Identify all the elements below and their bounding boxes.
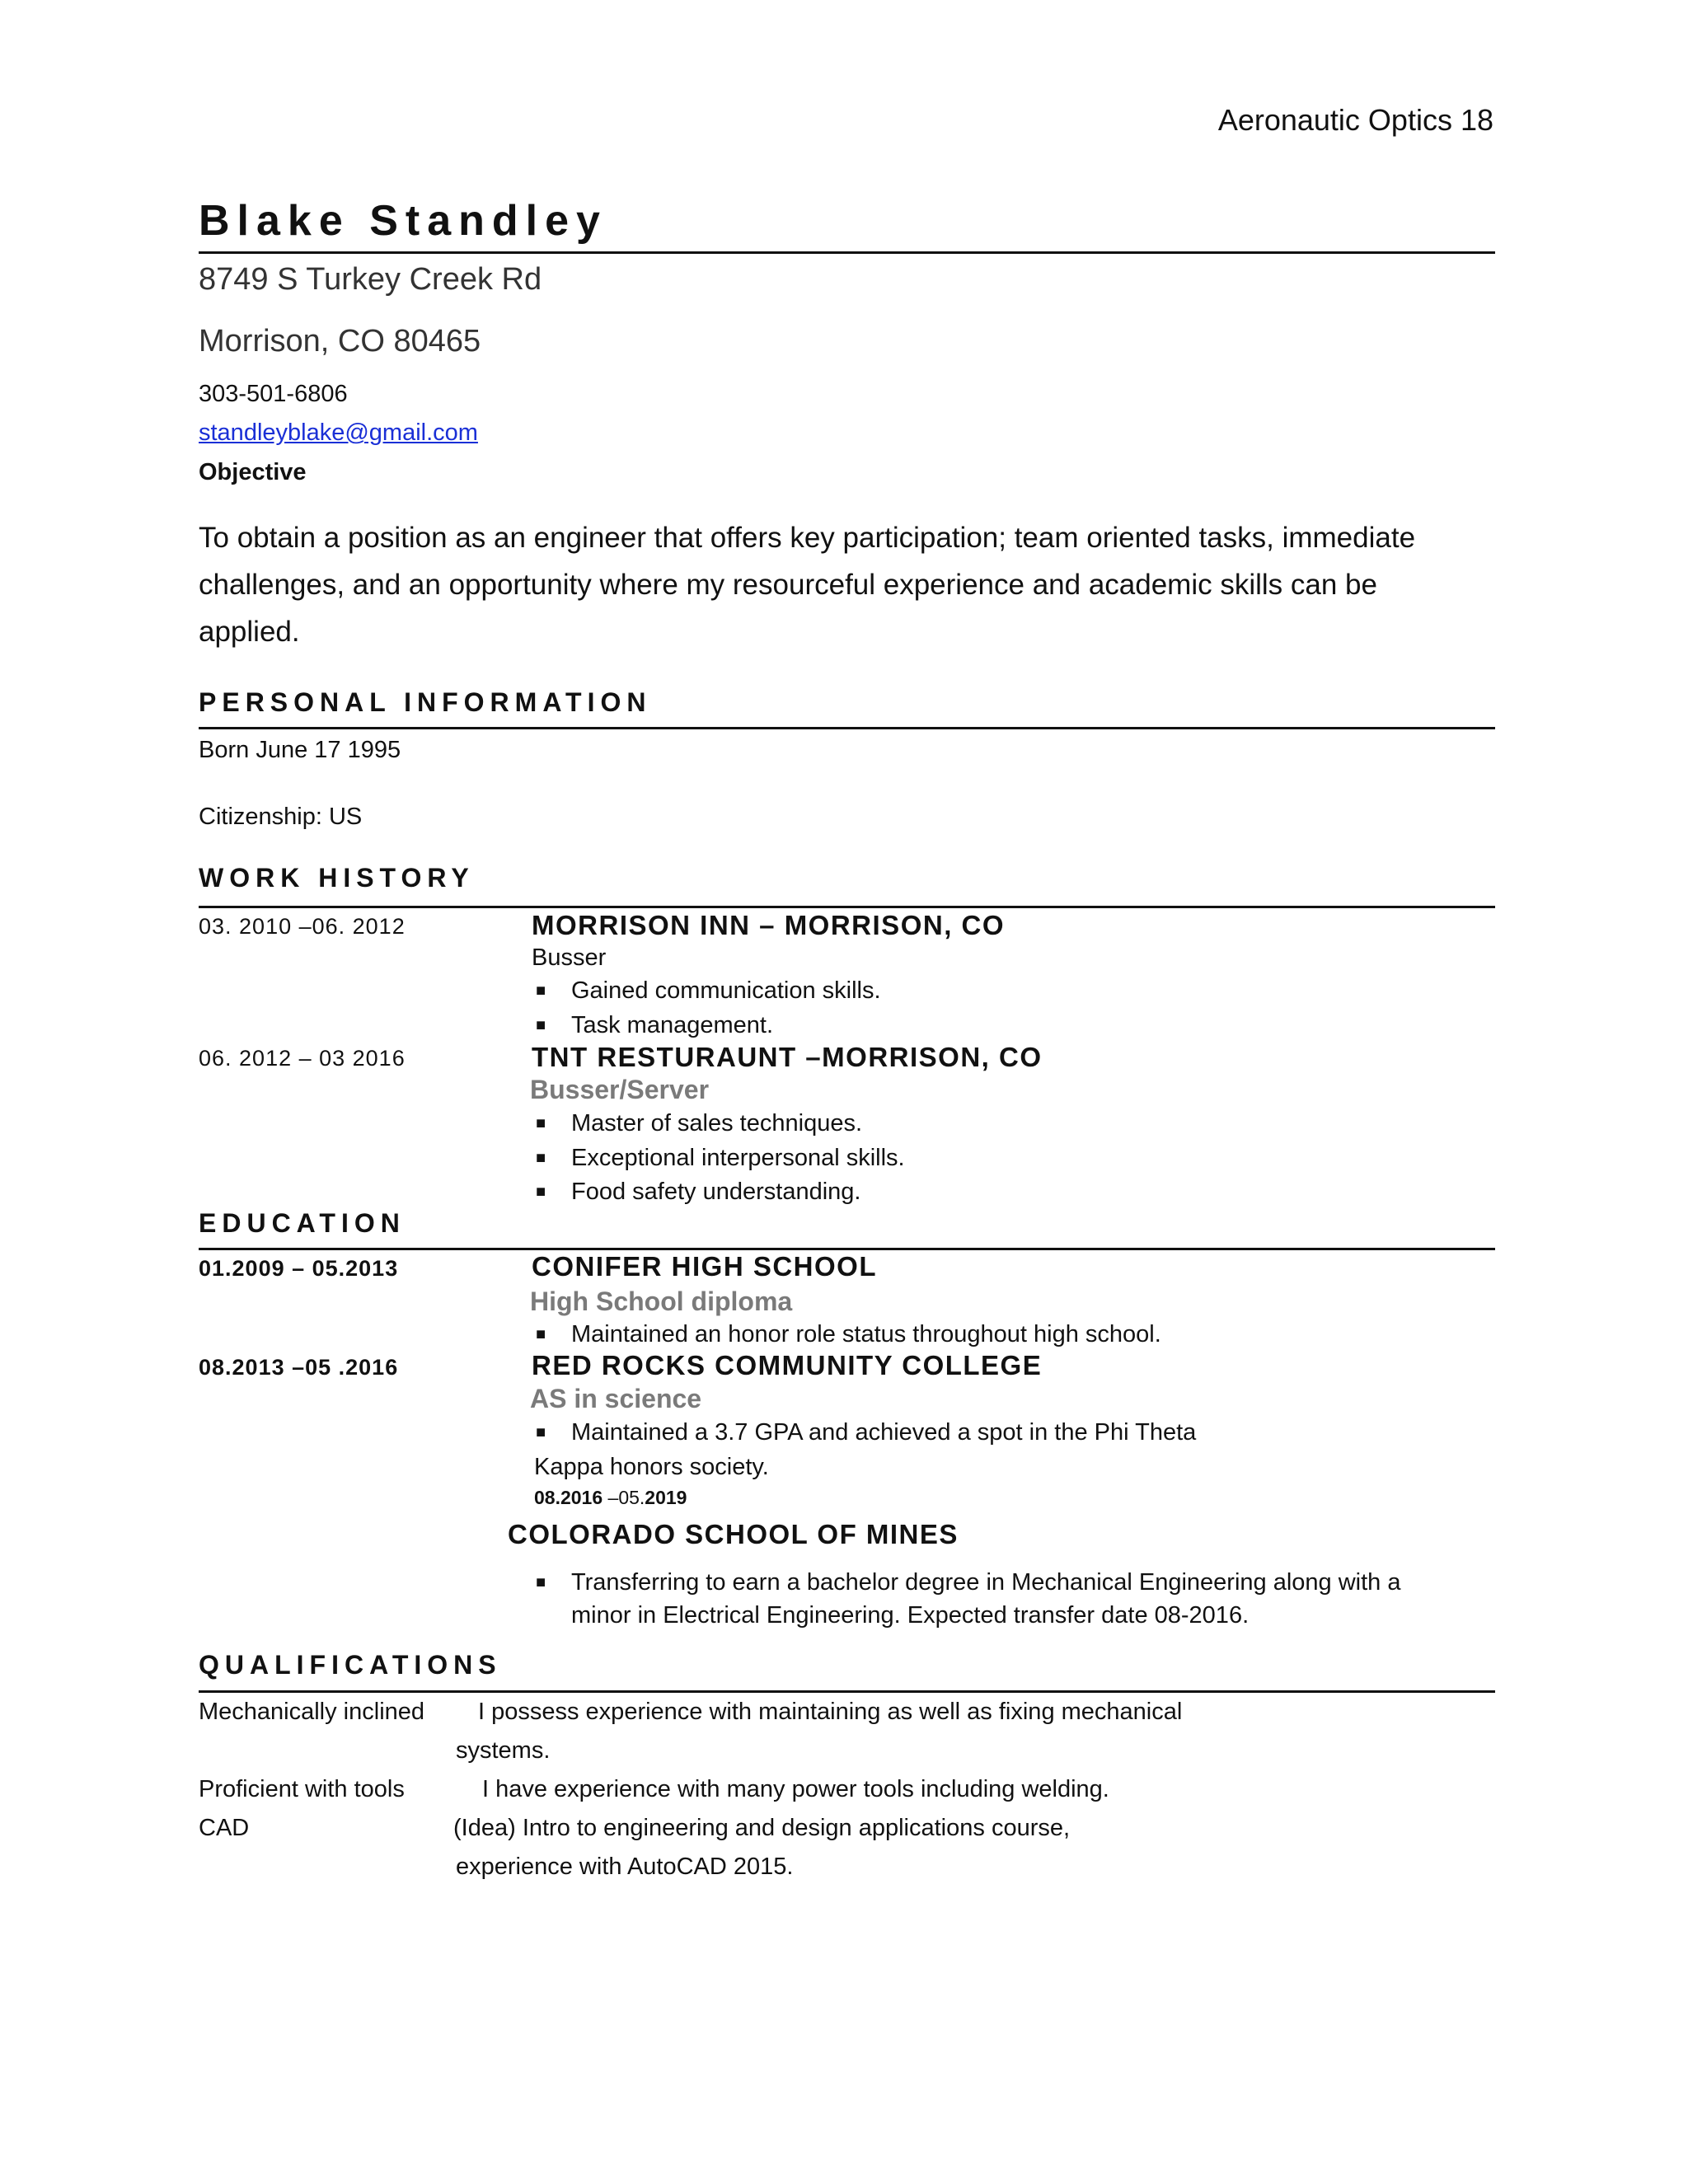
job-org: TNT RESTURAUNT –MORRISON, CO — [532, 1042, 1043, 1072]
personal-info-divider — [199, 727, 1495, 729]
address-line-2: Morrison, CO 80465 — [199, 324, 481, 359]
bullet-icon: ■ — [536, 1149, 546, 1167]
bullet-icon: ■ — [536, 1325, 546, 1343]
work-history-divider — [199, 906, 1495, 908]
school-name: CONIFER HIGH SCHOOL — [532, 1251, 878, 1282]
qualification-detail-continued: experience with AutoCAD 2015. — [456, 1854, 794, 1880]
qualification-label: CAD — [199, 1815, 250, 1841]
job-bullet: Food safety understanding. — [571, 1179, 861, 1205]
school-bullet: Maintained a 3.7 GPA and achieved a spot in the Phi Theta — [571, 1419, 1197, 1446]
school-dates-separator: –05. — [607, 1487, 645, 1508]
school-degree: AS in science — [530, 1384, 702, 1413]
job-bullet: Master of sales techniques. — [571, 1110, 863, 1137]
job-role: Busser — [532, 944, 607, 971]
objective-text: To obtain a position as an engineer that offers key participation; team oriented tasks, immediate challenges, and an opportunity where my resourceful experience and academic skills can be applied. — [199, 522, 1416, 648]
bullet-icon: ■ — [536, 1183, 546, 1201]
school-dates: 08.2013 –05 .2016 — [199, 1355, 399, 1380]
school-name: COLORADO SCHOOL OF MINES — [508, 1519, 959, 1549]
education-heading: EDUCATION — [199, 1208, 406, 1238]
phone-number: 303-501-6806 — [199, 381, 348, 407]
school-dates-start: 08.2016 — [534, 1487, 603, 1508]
qualifications-heading: QUALIFICATIONS — [199, 1650, 502, 1680]
candidate-name: Blake Standley — [199, 197, 607, 245]
job-bullet: Task management. — [571, 1012, 774, 1038]
qualification-detail: I possess experience with maintaining as well as fixing mechanical — [478, 1699, 1183, 1725]
school-bullet-continued: Kappa honors society. — [534, 1454, 769, 1480]
birth-date: Born June 17 1995 — [199, 737, 401, 763]
job-bullet: Gained communication skills. — [571, 977, 881, 1004]
personal-info-heading: PERSONAL INFORMATION — [199, 687, 652, 717]
bullet-icon: ■ — [536, 1016, 546, 1034]
bullet-icon: ■ — [536, 1573, 546, 1591]
school-dates: 01.2009 – 05.2013 — [199, 1256, 399, 1281]
school-bullet: Transferring to earn a bachelor degree in Mechanical Engineering along with a — [571, 1569, 1401, 1596]
page-header-text: Aeronautic Optics 18 — [1217, 103, 1493, 137]
qualification-label: Proficient with tools — [199, 1776, 405, 1802]
qualification-detail: I have experience with many power tools including welding. — [482, 1776, 1109, 1802]
name-divider — [199, 251, 1495, 254]
school-bullet: Maintained an honor role status throughout high school. — [571, 1321, 1161, 1347]
school-name: RED ROCKS COMMUNITY COLLEGE — [532, 1350, 1043, 1380]
job-role: Busser/Server — [530, 1075, 710, 1104]
education-divider — [199, 1248, 1495, 1250]
email-link[interactable]: standleyblake@gmail.com — [199, 419, 478, 446]
qualification-detail: (Idea) Intro to engineering and design applications course, — [453, 1815, 1071, 1841]
objective-heading: Objective — [199, 459, 307, 485]
bullet-icon: ■ — [536, 1423, 546, 1441]
school-dates — [534, 1487, 687, 1509]
bullet-icon: ■ — [536, 982, 546, 1000]
qualification-label: Mechanically inclined — [199, 1699, 425, 1725]
work-history-heading: WORK HISTORY — [199, 863, 475, 893]
qualifications-divider — [199, 1690, 1495, 1693]
job-bullet: Exceptional interpersonal skills. — [571, 1145, 905, 1171]
school-bullet-continued: minor in Electrical Engineering. Expected transfer date 08-2016. — [571, 1602, 1250, 1629]
job-dates: 06. 2012 – 03 2016 — [199, 1046, 406, 1071]
citizenship: Citizenship: US — [199, 804, 363, 830]
address-line-1: 8749 S Turkey Creek Rd — [199, 262, 542, 297]
school-dates-end: 2019 — [645, 1487, 687, 1508]
job-dates: 03. 2010 –06. 2012 — [199, 914, 406, 939]
school-degree: High School diploma — [530, 1286, 793, 1316]
job-org: MORRISON INN – MORRISON, CO — [532, 910, 1006, 940]
qualification-detail-continued: systems. — [456, 1737, 551, 1764]
bullet-icon: ■ — [536, 1114, 546, 1132]
